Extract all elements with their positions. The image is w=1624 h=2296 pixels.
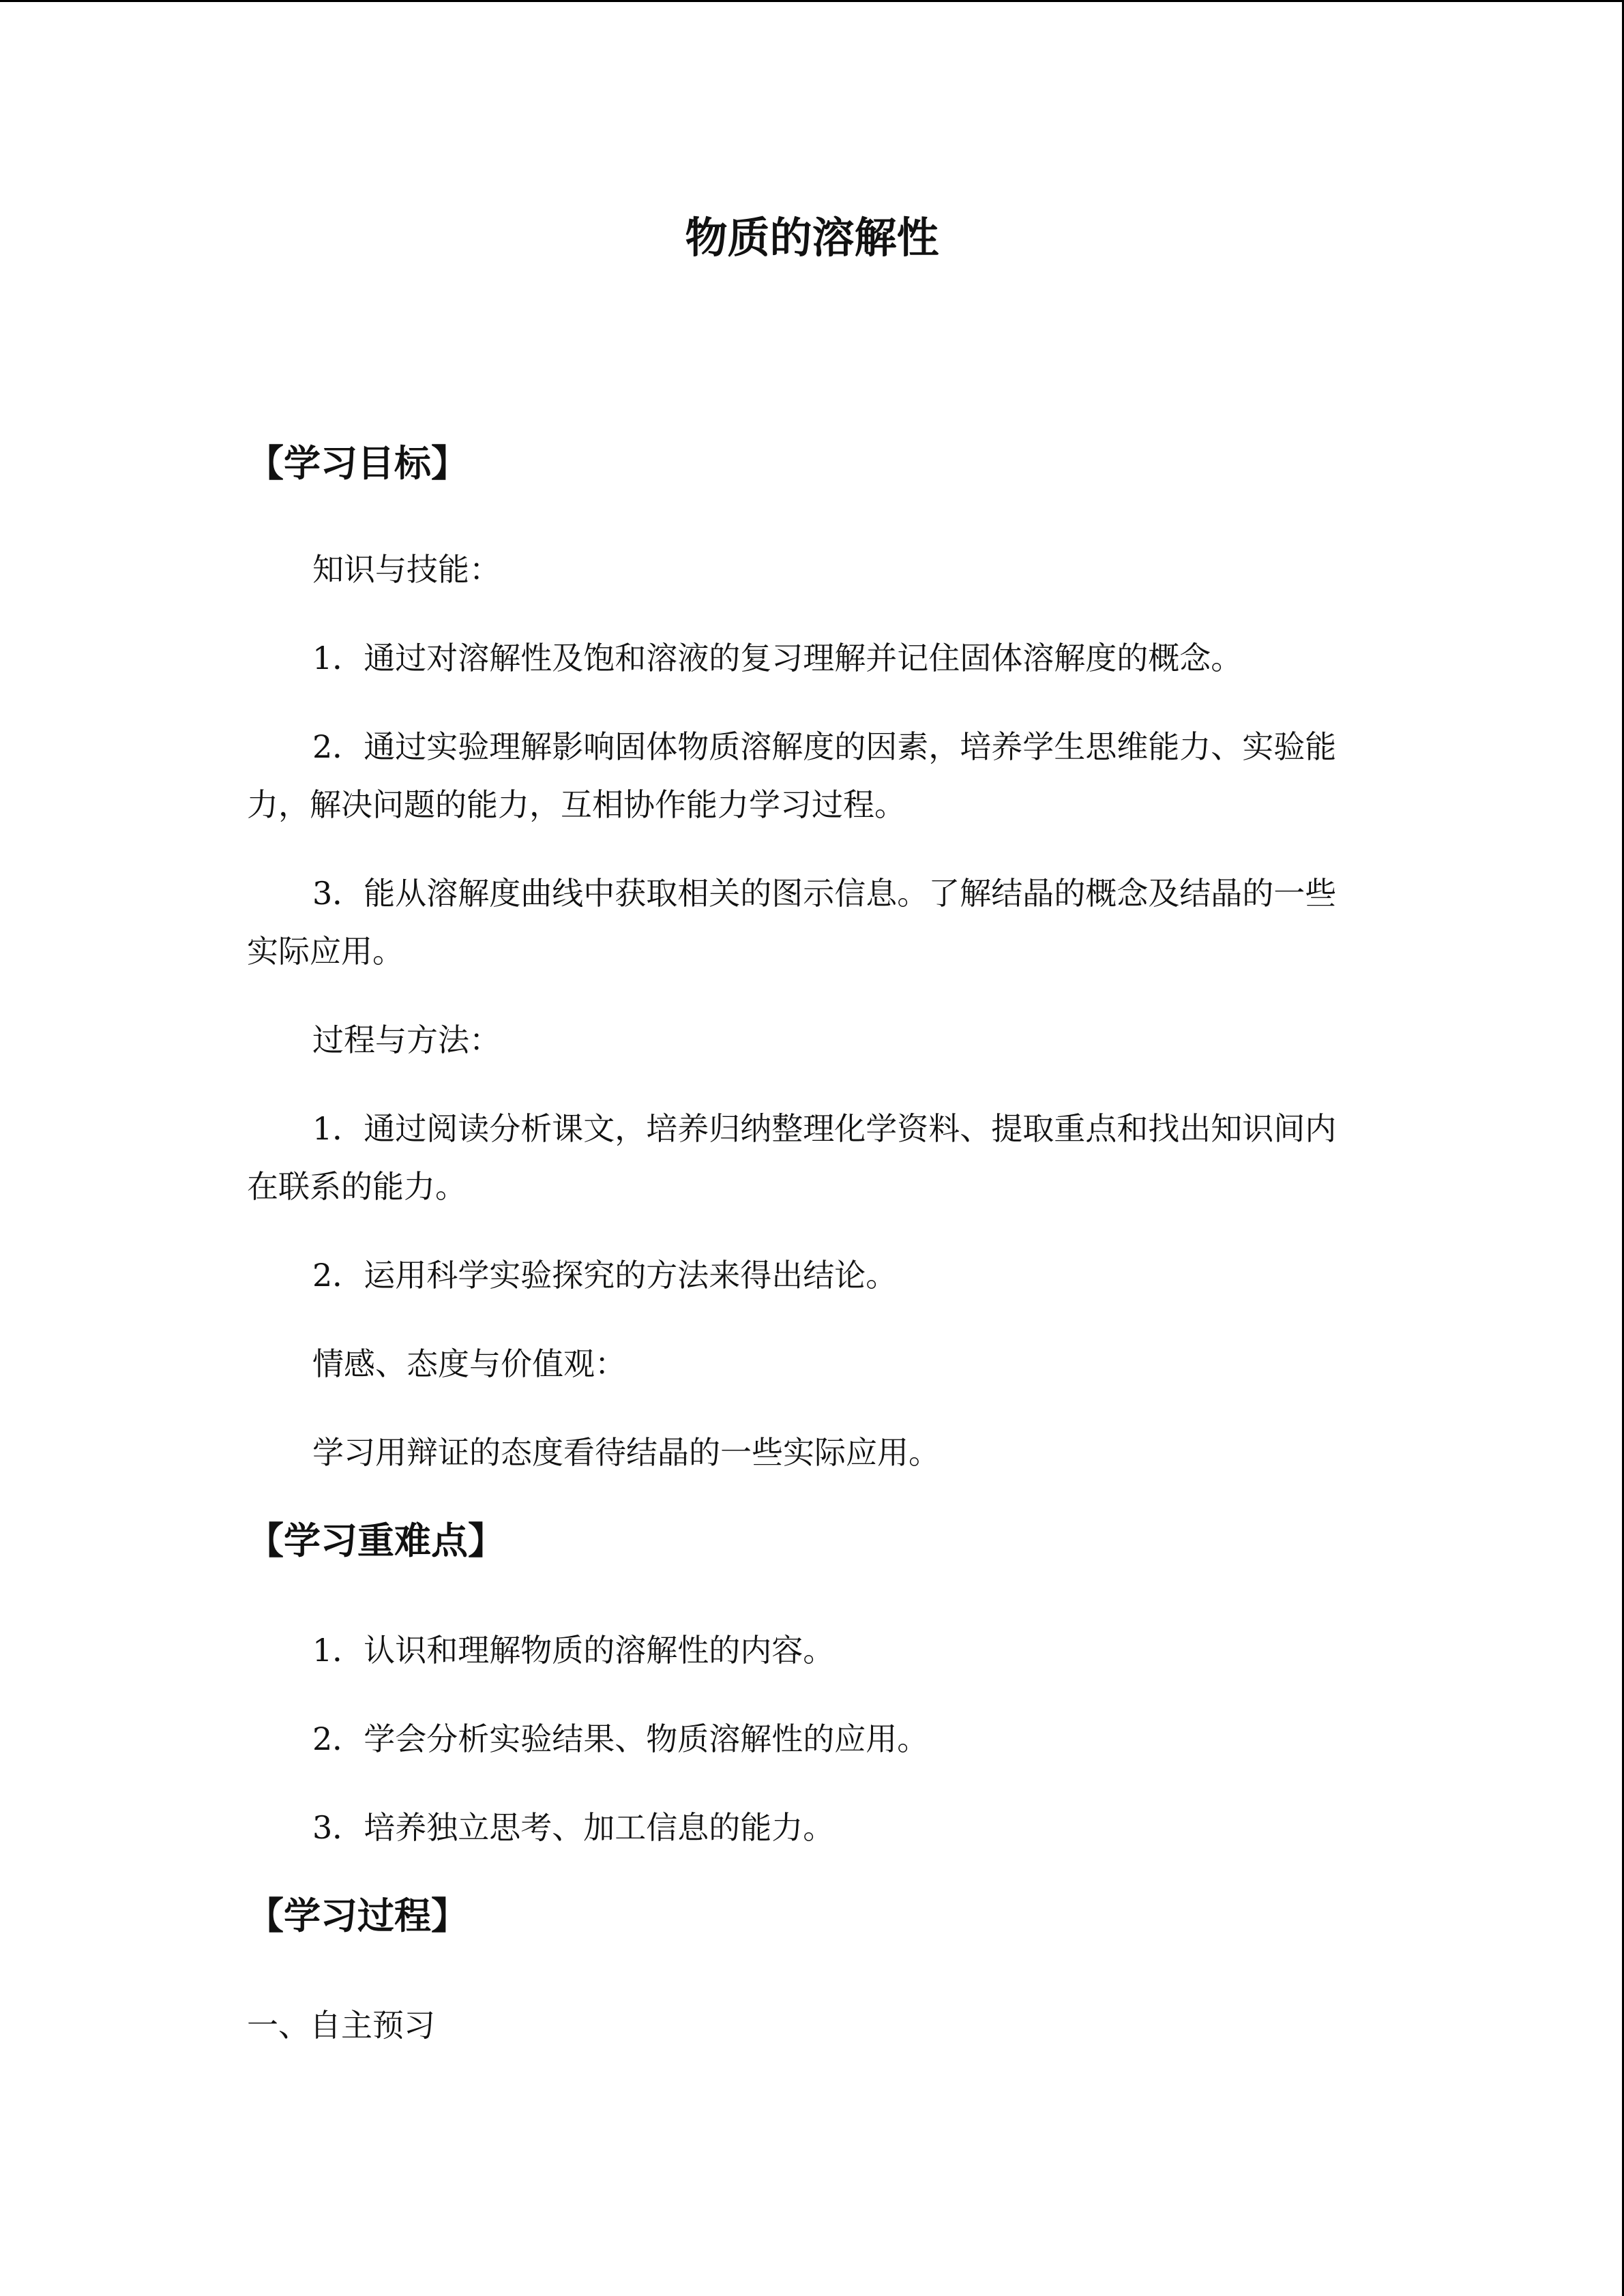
top-border-line [0,0,1624,2]
knowledge-skills-label: 知识与技能： [312,551,501,588]
emotion-item-1: 学习用辩证的态度看待结晶的一些实际应用。 [312,1434,940,1471]
key-point-item-2: 2．学会分析实验结果、物质溶解性的应用。 [312,1720,929,1757]
key-point-item-3: 3．培养独立思考、加工信息的能力。 [312,1809,835,1846]
key-point-item-1: 1．认识和理解物质的溶解性的内容。 [312,1632,835,1669]
process-subheading-1: 一、自主预习 [247,2007,435,2044]
objective-item-2-line-1: 2．通过实验理解影响固体物质溶解度的因素，培养学生思维能力、实验能 [312,728,1337,765]
process-item-1-line-1: 1．通过阅读分析课文，培养归纳整理化学资料、提取重点和找出知识间内 [312,1110,1337,1147]
objective-item-2-line-2: 力，解决问题的能力，互相协作能力学习过程。 [247,786,906,823]
process-methods-label: 过程与方法： [312,1022,501,1058]
process-item-1-line-2: 在联系的能力。 [247,1168,467,1205]
section-heading-process: 【学习过程】 [247,1894,468,1937]
objective-item-3-line-1: 3．能从溶解度曲线中获取相关的图示信息。了解结晶的概念及结晶的一些 [312,875,1337,912]
document-title: 物质的溶解性 [685,213,939,263]
objective-item-3-line-2: 实际应用。 [247,933,404,970]
section-heading-key-points: 【学习重难点】 [247,1519,505,1562]
process-item-2: 2．运用科学实验探究的方法来得出结论。 [312,1257,898,1294]
objective-item-1: 1．通过对溶解性及饱和溶液的复习理解并记住固体溶解度的概念。 [312,640,1243,676]
section-heading-objectives: 【学习目标】 [247,442,468,485]
emotion-values-label: 情感、态度与价值观： [312,1345,626,1382]
